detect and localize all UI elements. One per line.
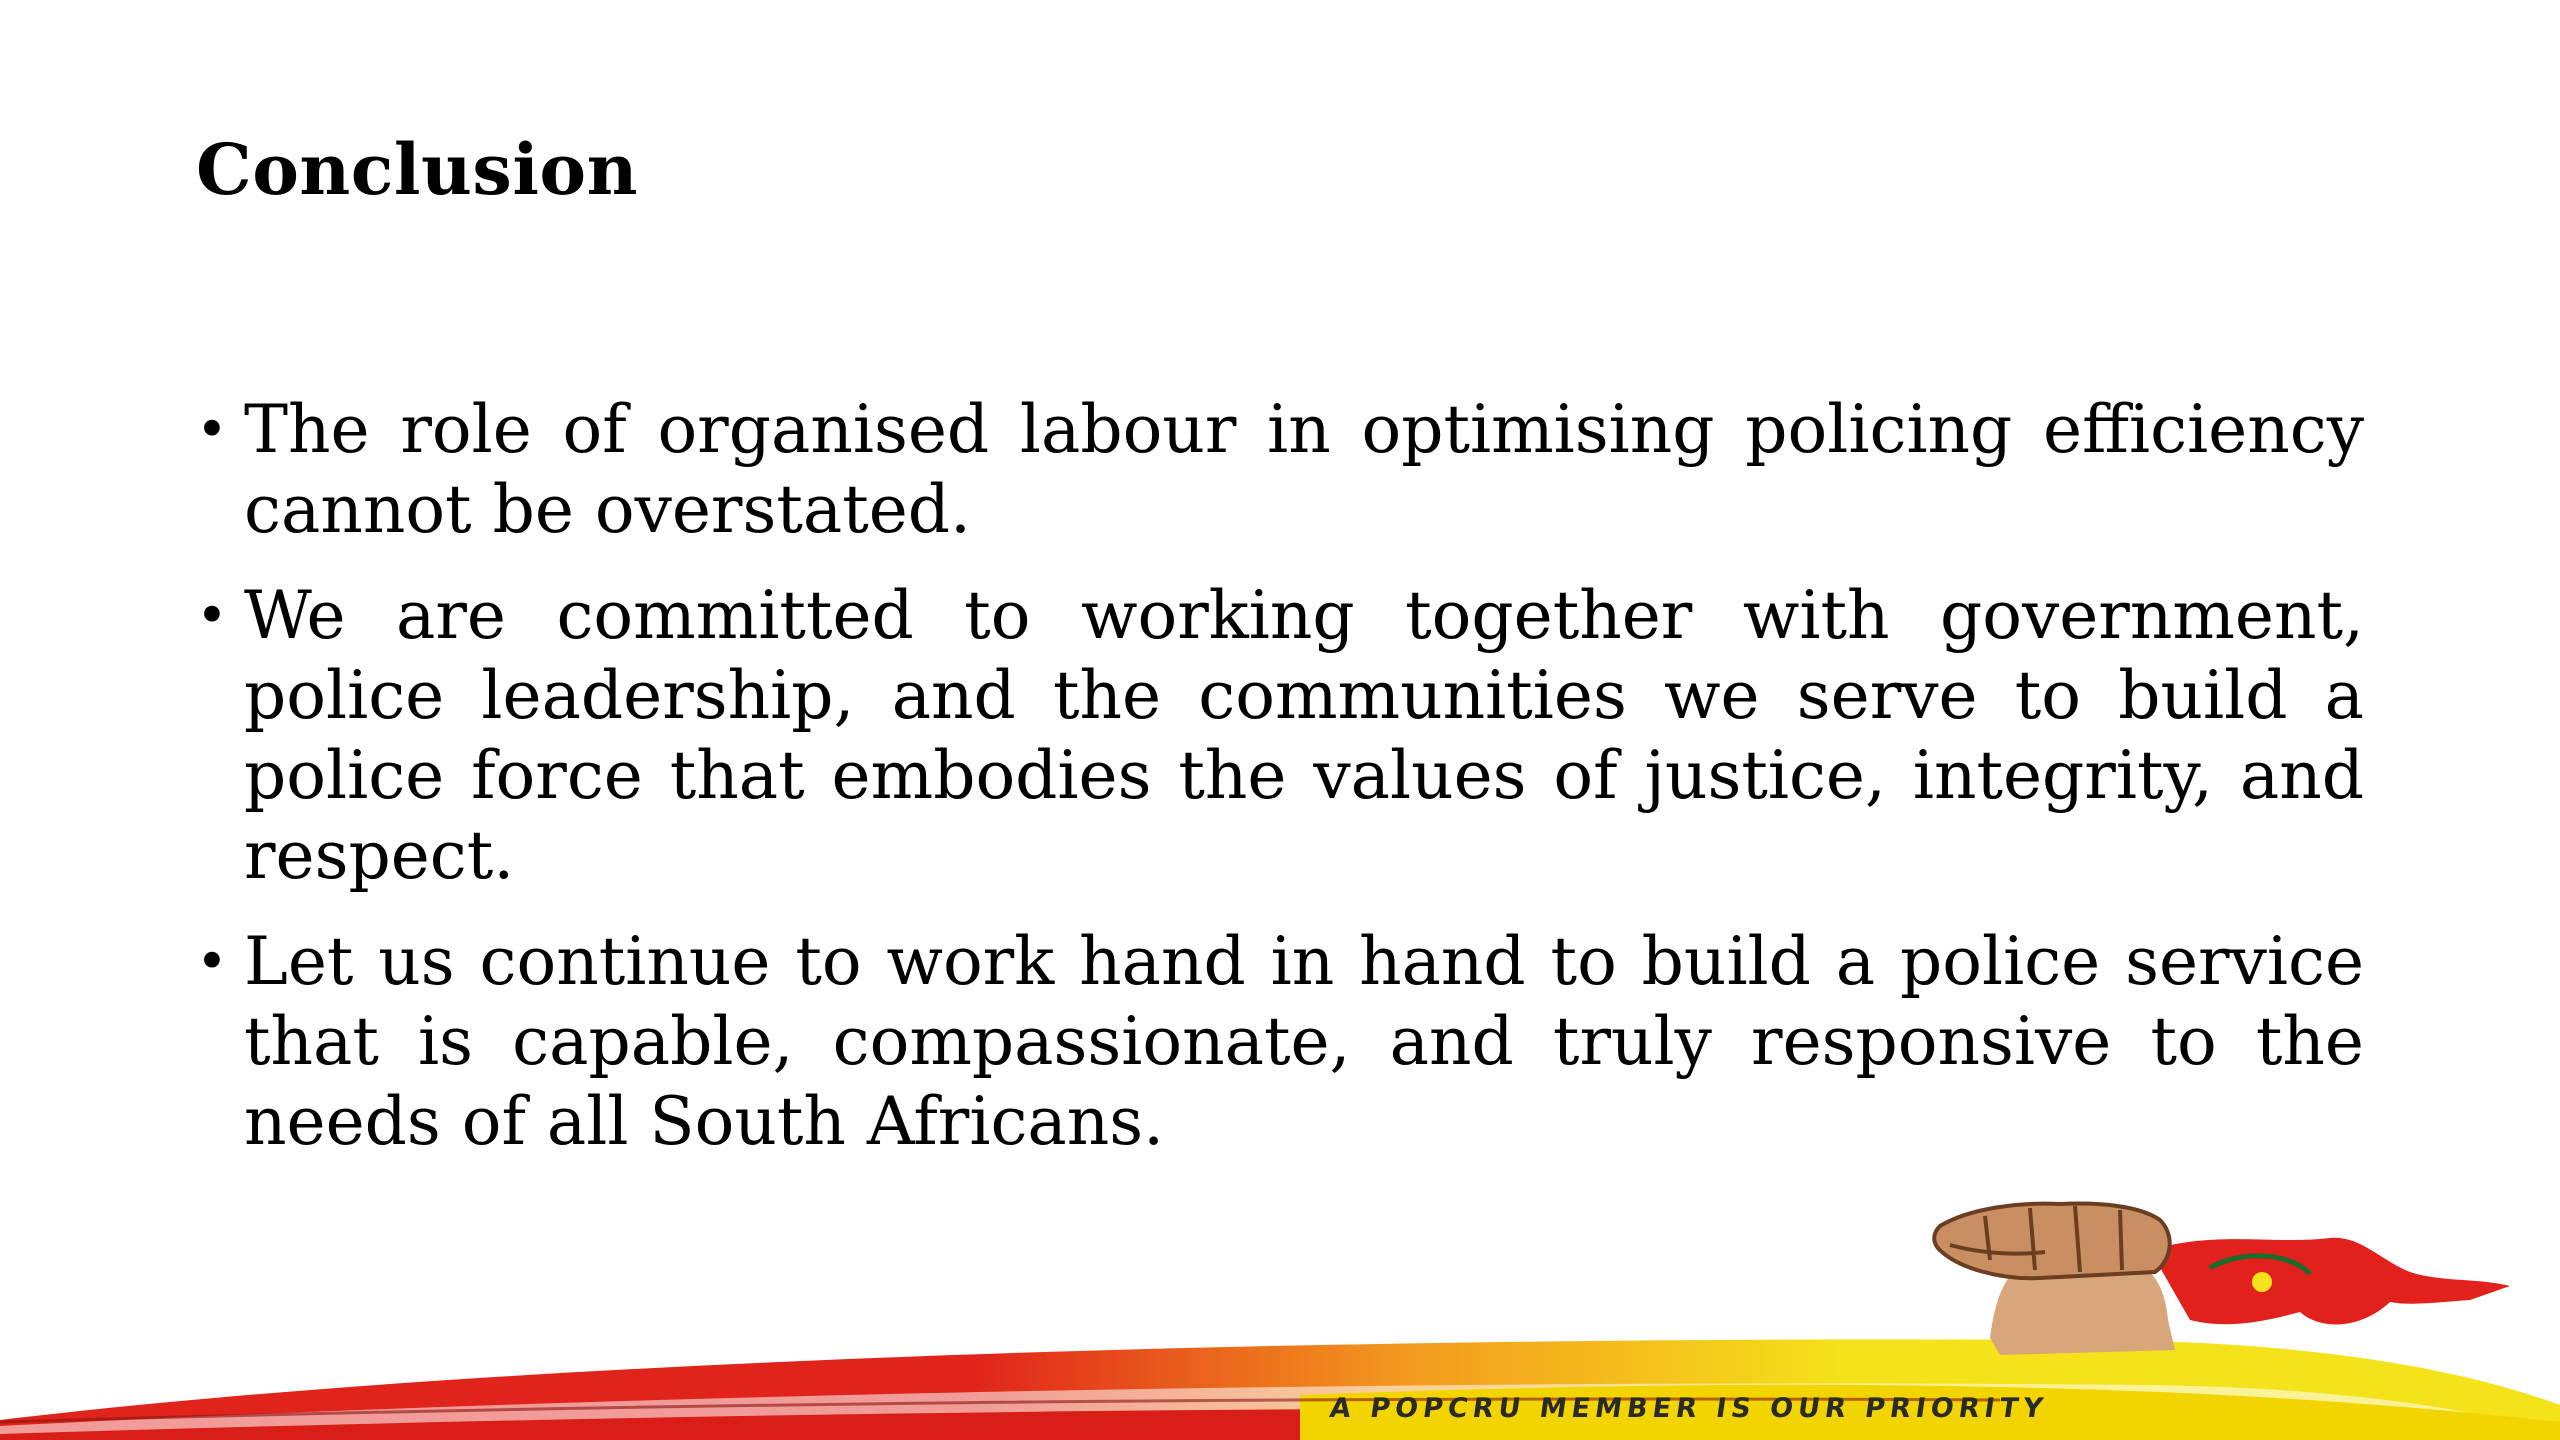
swoosh-wave	[0, 1339, 2560, 1440]
bullet-list	[196, 390, 2364, 1188]
bullet-dot: •	[196, 398, 228, 461]
bullet-dot: •	[196, 584, 228, 647]
slide-title: Conclusion	[196, 128, 638, 211]
bullet-text: Let us continue to work hand in hand to build a police service that is capable, compassionate, and truly responsive to the needs of all South Africans.	[244, 923, 2364, 1160]
bullet-item	[196, 576, 2364, 896]
flag-icon	[2150, 1238, 2510, 1325]
footer-tagline: A POPCRU MEMBER IS OUR PRIORITY	[1327, 1393, 2050, 1424]
bullet-dot: •	[196, 930, 228, 993]
raised-fist-icon	[1934, 1204, 2175, 1355]
bullet-item	[196, 922, 2364, 1162]
bullet-text: The role of organised labour in optimising policing efficiency cannot be overstated.	[244, 391, 2364, 548]
bullet-text: We are committed to working together with government, police leadership, and the communities we serve to build a police force that embodies the values of justice, integrity, and respect.	[244, 577, 2364, 894]
bullet-item	[196, 390, 2364, 550]
